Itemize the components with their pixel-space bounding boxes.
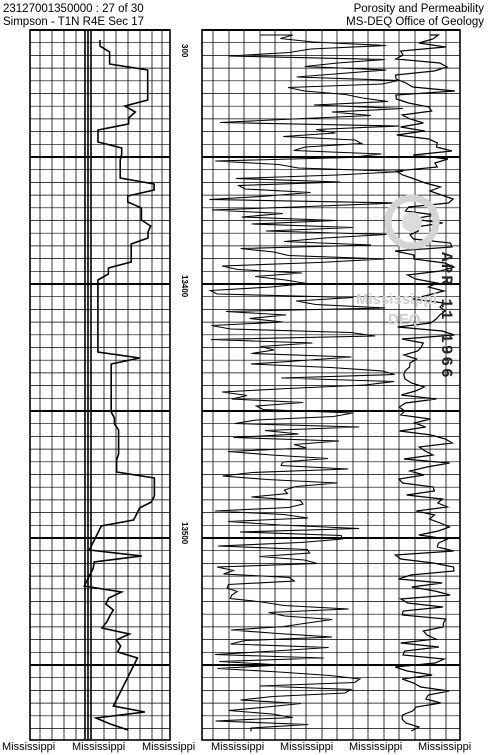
footer-watermark-3: Mississippi [142,741,196,753]
footer-watermark-4: Mississippi [211,741,265,753]
left-log-track [30,30,170,740]
track-frame [202,30,460,740]
depth-label-13400: 13400 [180,275,189,298]
right-log-track [202,30,460,740]
footer-watermark-6: Mississippi [349,741,403,753]
footer-watermark-row [0,740,490,755]
depth-label-13500: 13500 [180,522,189,545]
well-id-page-label: 23127001350000 : 27 of 30 [3,3,144,15]
footer-watermark-5: Mississippi [280,741,334,753]
received-date-stamp: APR 11 1966 [437,252,455,380]
depth-label-top: 300 [180,44,189,58]
footer-watermark-7: Mississippi [418,741,472,753]
document-type-label: Porosity and Permeability [353,3,484,15]
well-location-label: Simpson - T1N R4E Sec 17 [3,16,145,28]
footer-watermark-1: Mississippi [2,741,56,753]
agency-label: MS-DEQ Office of Geology [346,16,484,28]
watermark-text-2: DEQ [388,311,421,328]
track-frame [30,30,170,740]
footer-watermark-2: Mississippi [72,741,126,753]
watermark-text-1: Mississippi [356,291,437,308]
